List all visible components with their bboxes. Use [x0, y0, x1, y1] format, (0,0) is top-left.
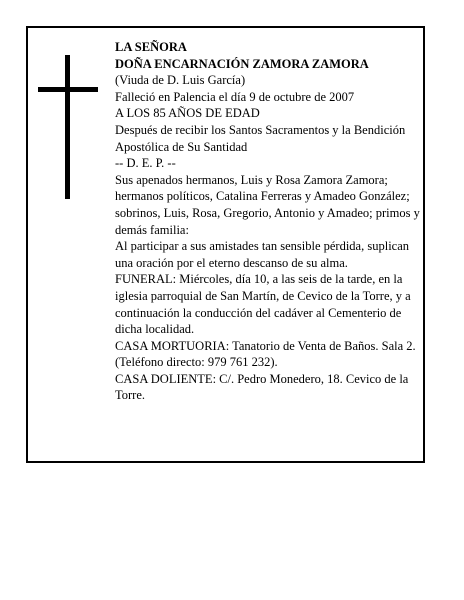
funeral-details: FUNERAL: Miércoles, día 10, a las seis de la tarde, en la iglesia parroquial de San Martín, de Cevico de la Torre, y a continuación la conducción del cadáver al Cementerio de dicha localidad. [115, 272, 411, 337]
title-line: LA SEÑORA [115, 40, 187, 54]
latin-cross-icon [38, 55, 98, 199]
rip-line: -- D. E. P. -- [115, 156, 176, 171]
cross-vertical-bar [65, 55, 70, 199]
sacraments-line: Después de recibir los Santos Sacramentos y la Bendición Apostólica de Su Santidad [115, 122, 406, 154]
obituary-text [115, 39, 420, 404]
cross-horizontal-bar [38, 87, 98, 92]
prayer-request: Al participar a sus amistades tan sensible pérdida, suplican una oración por el eterno descanso de su alma. [115, 239, 410, 270]
death-statement: Falleció en Palencia el día 9 de octubre de 2007 [115, 89, 355, 104]
widow-of: (Viuda de D. Luis García) [115, 73, 246, 88]
mourning-house-details: CASA DOLIENTE: C/. Pedro Monedero, 18. Cevico de la Torre. [115, 371, 409, 403]
deceased-name: DOÑA ENCARNACIÓN ZAMORA ZAMORA [115, 56, 369, 71]
age-line: A LOS 85 AÑOS DE EDAD [115, 106, 260, 121]
family-list: Sus apenados hermanos, Luis y Rosa Zamora Zamora; hermanos políticos, Catalina Ferreras y Amadeo González; sobrinos, Luis, Rosa, Gregorio, Antonio y Amadeo; primos y demás familia: [115, 172, 420, 237]
mortuary-details: CASA MORTUORIA: Tanatorio de Venta de Baños. Sala 2. (Teléfono directo: 979 761 232). [115, 338, 416, 370]
obituary-notice [26, 26, 425, 463]
